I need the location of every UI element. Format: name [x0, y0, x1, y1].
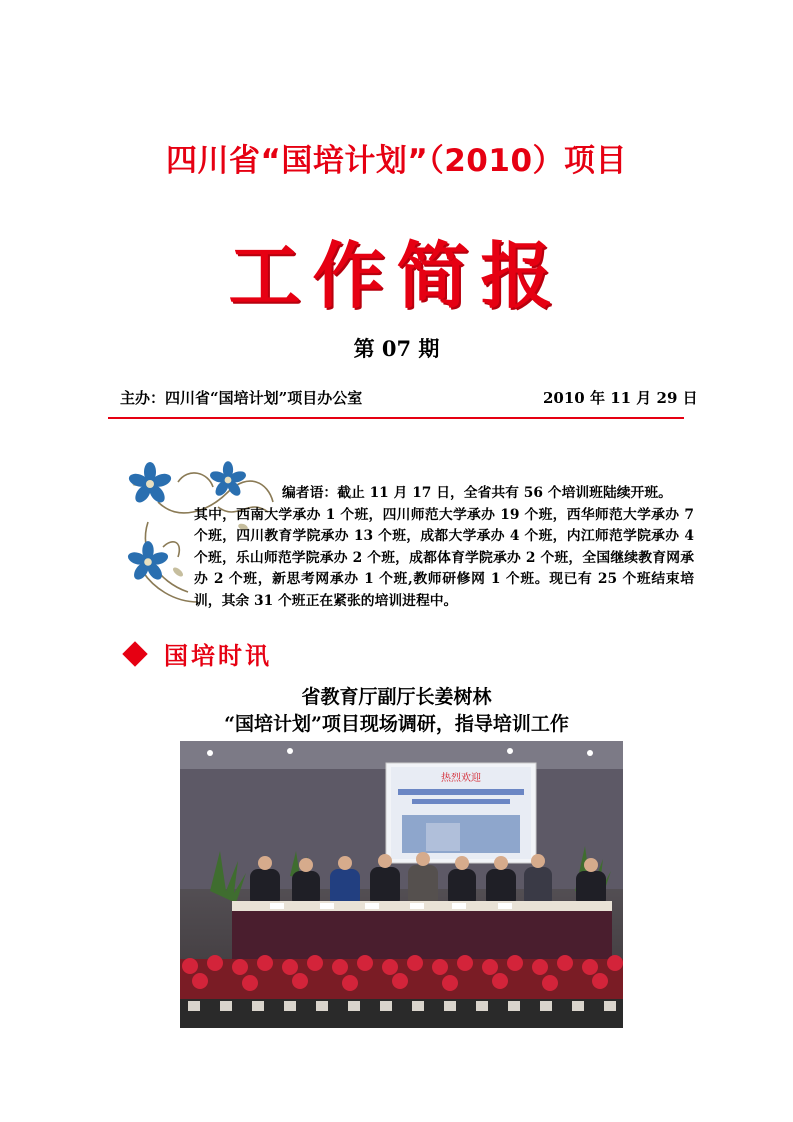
header-divider — [108, 417, 684, 419]
title-line-2: 工作简报 — [228, 233, 565, 318]
editor-note-body: 其中，西南大学承办 1 个班，四川师范大学承办 19 个班，西华师范大学承办 7 个班，四川教育学院承办 13 个班，成都大学承办 4 个班，内江师范学院承办 4 个班，乐山师范学院承办 2 个班，成都体育学院承办 2 个班，全国继续教育网承办 2 个班，新思考网承办 1 个班,教师研修网 1 个班。现已有 25 个班结束培训，其余 31 个班正在紧张的培训进程中。 — [194, 506, 694, 609]
issue-number: 第 07 期 — [353, 336, 440, 361]
title-line-1: 四川省“国培计划”（2010）项目 — [165, 143, 628, 179]
section-title: 国培时讯 — [164, 642, 272, 670]
section-header — [120, 636, 272, 671]
news-headline-line2: “国培计划”项目现场调研，指导培训工作 — [224, 713, 569, 735]
editor-note-line1: 截止 11 月 17 日，全省共有 56 个培训班陆续开班。 — [337, 485, 672, 501]
editor-note — [194, 483, 694, 613]
editor-note-label: 编者语： — [282, 485, 338, 501]
issue-date: 2010 年 11 月 29 日 — [543, 389, 698, 407]
diamond-icon — [122, 641, 147, 666]
sponsor: 主办：四川省“国培计划”项目办公室 — [120, 389, 363, 407]
meeting-photo — [180, 741, 623, 1028]
news-headline-line1: 省教育厅副厅长姜树林 — [301, 686, 492, 708]
screen-banner: 热烈欢迎 — [441, 773, 481, 784]
